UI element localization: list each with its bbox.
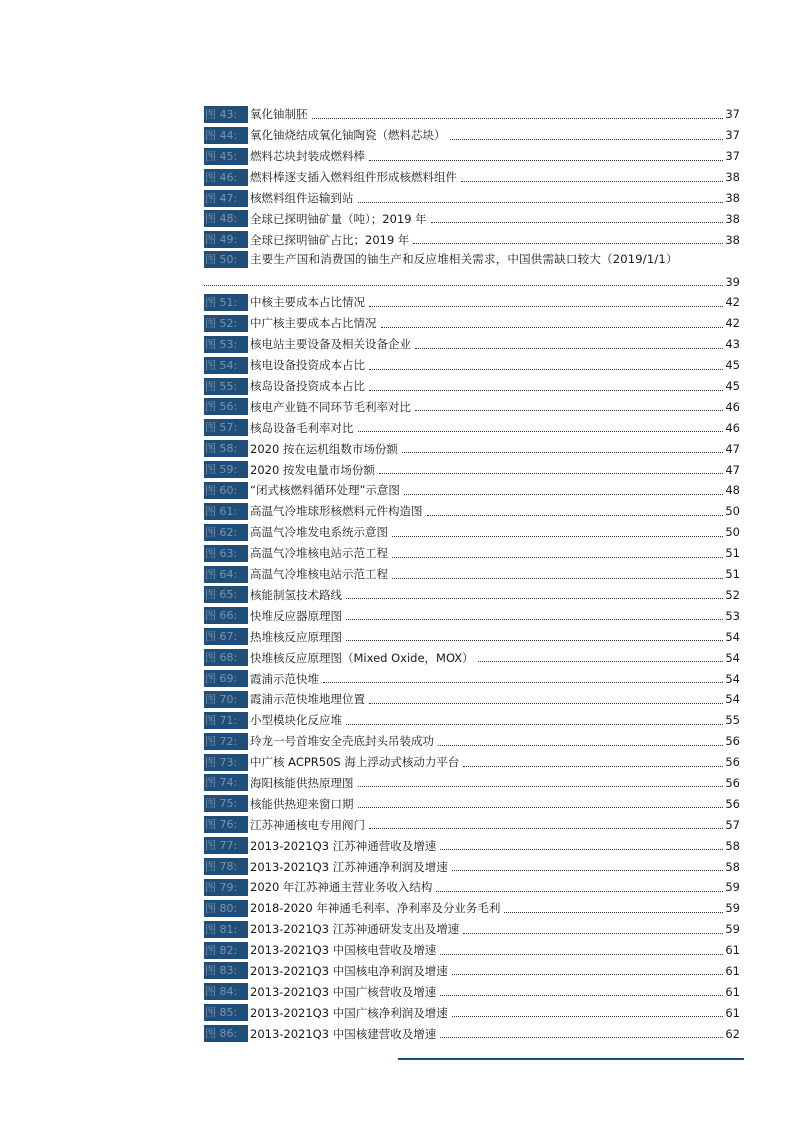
figure-title-link[interactable]: 中广核主要成本占比情况 — [250, 316, 377, 331]
figure-title-link[interactable]: 中广核 ACPR50S 海上浮动式核动力平台 — [250, 755, 460, 770]
page-number: 50 — [725, 525, 740, 540]
page-number: 59 — [725, 880, 740, 895]
figure-number-tag: 图 80: — [204, 900, 248, 917]
figure-title-link[interactable]: 海阳核能供热原理图 — [250, 775, 354, 790]
dot-leader — [369, 369, 723, 370]
dot-leader — [369, 390, 723, 391]
dot-leader — [392, 557, 723, 558]
dot-leader — [346, 598, 723, 599]
figure-title-link[interactable]: 霞浦示范快堆地理位置 — [250, 692, 365, 707]
toc-entry[interactable] — [204, 292, 740, 313]
dot-leader — [427, 515, 724, 516]
figure-number-tag: 图 71: — [204, 712, 248, 729]
toc-entry[interactable] — [204, 773, 740, 794]
dot-leader — [504, 912, 723, 913]
dot-leader — [431, 222, 724, 223]
page-number: 57 — [725, 817, 740, 832]
figure-title-link[interactable]: 高温气冷堆发电系统示意图 — [250, 525, 388, 540]
dot-leader — [346, 640, 723, 641]
dot-leader — [402, 452, 723, 453]
toc-entry[interactable] — [204, 459, 740, 480]
toc-entry[interactable] — [204, 647, 740, 668]
dot-leader — [381, 327, 724, 328]
figure-title-link[interactable]: 霞浦示范快堆 — [250, 671, 319, 686]
toc-entry[interactable] — [204, 522, 740, 543]
page-number: 54 — [725, 629, 740, 644]
dot-leader — [358, 202, 724, 203]
figure-number-tag: 图 77: — [204, 837, 248, 854]
figure-number-tag: 图 48: — [204, 210, 248, 227]
page-number: 37 — [725, 128, 740, 143]
figure-number-tag: 图 70: — [204, 691, 248, 708]
figure-number-tag: 图 45: — [204, 148, 248, 165]
toc-entry[interactable] — [204, 605, 740, 626]
figure-number-tag: 图 50: — [204, 251, 248, 268]
toc-entry[interactable] — [204, 940, 740, 961]
figure-number-tag: 图 74: — [204, 774, 248, 791]
figure-number-tag: 图 51: — [204, 294, 248, 311]
figure-number-tag: 图 58: — [204, 440, 248, 457]
toc-entry[interactable] — [204, 543, 740, 564]
toc-entry[interactable] — [204, 1002, 740, 1023]
toc-entry[interactable] — [204, 793, 740, 814]
page-number: 59 — [725, 922, 740, 937]
figure-number-tag: 图 72: — [204, 733, 248, 750]
dot-leader — [415, 410, 723, 411]
page-number: 54 — [725, 650, 740, 665]
figure-title-link[interactable]: 全球已探明铀矿占比；2019 年 — [250, 232, 410, 247]
figure-number-tag: 图 69: — [204, 670, 248, 687]
toc-entry[interactable] — [204, 626, 740, 647]
figure-number-tag: 图 53: — [204, 336, 248, 353]
dot-leader — [346, 619, 723, 620]
dot-leader — [415, 348, 723, 349]
figure-title-link[interactable]: 2013-2021Q3 中国核电营收及增速 — [250, 943, 437, 958]
figure-title-link[interactable]: 2013-2021Q3 江苏神通净利润及增速 — [250, 859, 448, 874]
toc-entry[interactable] — [204, 480, 740, 501]
figure-number-tag: 图 83: — [204, 962, 248, 979]
figure-number-tag: 图 52: — [204, 315, 248, 332]
page-number: 56 — [725, 775, 740, 790]
dot-leader — [323, 682, 723, 683]
figure-number-tag: 图 82: — [204, 942, 248, 959]
toc-entry[interactable] — [204, 585, 740, 606]
dot-leader — [369, 828, 723, 829]
figure-number-tag: 图 47: — [204, 190, 248, 207]
table-of-figures — [204, 104, 740, 1044]
page-number: 50 — [725, 504, 740, 519]
figure-number-tag: 图 60: — [204, 482, 248, 499]
page-number: 51 — [725, 567, 740, 582]
dot-leader — [440, 1037, 723, 1038]
toc-entry[interactable] — [204, 417, 740, 438]
figure-number-tag: 图 55: — [204, 378, 248, 395]
dot-leader — [463, 933, 723, 934]
toc-entry[interactable] — [204, 689, 740, 710]
page-number: 42 — [725, 295, 740, 310]
dot-leader — [369, 703, 723, 704]
dot-leader — [204, 285, 723, 286]
figure-title-link[interactable]: 2013-2021Q3 中国广核营收及增速 — [250, 984, 437, 999]
toc-entry[interactable] — [204, 856, 740, 877]
figure-title-link[interactable]: 氧化铀制胚 — [250, 107, 308, 122]
toc-entry[interactable] — [204, 438, 740, 459]
figure-title-link[interactable]: 燃料棒逐支插入燃料组件形成核燃料组件 — [250, 170, 457, 185]
figure-title-link[interactable]: 核燃料组件运输到站 — [250, 191, 354, 205]
figure-title-link[interactable]: 快堆反应器原理图 — [250, 608, 342, 623]
page-number: 58 — [725, 859, 740, 874]
page-number: 52 — [725, 587, 740, 602]
page-number: 61 — [725, 1005, 740, 1020]
figure-title-link[interactable]: 2020 按在运机组数市场份额 — [250, 441, 398, 456]
page-number: 56 — [725, 796, 740, 811]
dot-leader — [440, 995, 723, 996]
dot-leader — [436, 891, 723, 892]
figure-number-tag: 图 76: — [204, 816, 248, 833]
page-number: 42 — [725, 316, 740, 331]
figure-number-tag: 图 66: — [204, 607, 248, 624]
toc-entry[interactable] — [204, 334, 740, 355]
page-number: 61 — [725, 963, 740, 978]
dot-leader — [440, 849, 723, 850]
dot-leader — [358, 786, 724, 787]
figure-number-tag: 图 81: — [204, 921, 248, 938]
figure-title-link[interactable]: 全球已探明铀矿量（吨）；2019 年 — [250, 211, 427, 226]
page-number: 38 — [725, 170, 740, 185]
figure-title-link[interactable]: 主要生产国和消费国的铀生产和反应堆相关需求，中国供需缺口较大（2019/1/1） — [250, 252, 678, 267]
figure-number-tag: 图 85: — [204, 1004, 248, 1021]
figure-title-link[interactable]: 核电设备投资成本占比 — [250, 358, 365, 373]
dot-leader — [438, 745, 723, 746]
page-number: 56 — [725, 755, 740, 770]
page-number: 39 — [725, 274, 740, 289]
page-number: 47 — [725, 462, 740, 477]
figure-title-link[interactable]: 高温气冷堆球形核燃料元件构造图 — [250, 504, 423, 519]
dot-leader — [463, 766, 723, 767]
page-number: 45 — [725, 358, 740, 373]
dot-leader — [369, 306, 723, 307]
toc-entry[interactable] — [204, 208, 740, 229]
page-number: 47 — [725, 441, 740, 456]
dot-leader — [392, 578, 723, 579]
figure-number-tag: 图 46: — [204, 169, 248, 186]
figure-title-link[interactable]: 快堆核反应原理图（Mixed Oxide，MOX） — [250, 650, 474, 665]
page-number: 38 — [725, 191, 740, 205]
page-number: 53 — [725, 608, 740, 623]
dot-leader — [452, 870, 724, 871]
dot-leader — [452, 974, 724, 975]
toc-entry[interactable] — [204, 104, 740, 125]
figure-title-link[interactable]: 小型模块化反应堆 — [250, 713, 342, 728]
toc-entry[interactable] — [204, 564, 740, 585]
figure-number-tag: 图 75: — [204, 795, 248, 812]
figure-title-link[interactable]: 燃料芯块封装成燃料棒 — [250, 149, 365, 164]
figure-title-link[interactable]: “闭式核燃料循环处理”示意图 — [250, 483, 400, 498]
figure-title-link[interactable]: 2018-2020 年神通毛利率、净利率及分业务毛利 — [250, 901, 501, 916]
page-number: 46 — [725, 399, 740, 414]
dot-leader — [478, 661, 724, 662]
page-number: 58 — [725, 838, 740, 853]
figure-number-tag: 图 44: — [204, 127, 248, 144]
figure-number-tag: 图 79: — [204, 879, 248, 896]
figure-title-link[interactable]: 高温气冷堆核电站示范工程 — [250, 546, 388, 561]
figure-title-link[interactable]: 2013-2021Q3 江苏神通研发支出及增速 — [250, 922, 460, 937]
figure-title-link[interactable]: 氧化铀烧结成氧化铀陶瓷（燃料芯块） — [250, 128, 446, 143]
page-number: 37 — [725, 149, 740, 164]
page-number: 48 — [725, 483, 740, 498]
figure-number-tag: 图 68: — [204, 649, 248, 666]
dot-leader — [358, 431, 724, 432]
toc-entry[interactable] — [204, 146, 740, 167]
toc-entry[interactable] — [204, 731, 740, 752]
figure-number-tag: 图 63: — [204, 545, 248, 562]
figure-title-link[interactable]: 核岛设备投资成本占比 — [250, 379, 365, 394]
dot-leader — [379, 473, 723, 474]
figure-title-link[interactable]: 2013-2021Q3 中国核电净利润及增速 — [250, 963, 448, 978]
dot-leader — [346, 724, 723, 725]
toc-entry[interactable] — [204, 814, 740, 835]
page-number: 38 — [725, 232, 740, 247]
page-number: 61 — [725, 984, 740, 999]
footer-rule — [398, 1058, 744, 1060]
page-number: 37 — [725, 107, 740, 122]
figure-title-link[interactable]: 核能制氢技术路线 — [250, 587, 342, 602]
toc-entry[interactable] — [204, 229, 740, 250]
figure-number-tag: 图 59: — [204, 461, 248, 478]
toc-entry[interactable] — [204, 355, 740, 376]
figure-title-link[interactable]: 热堆核反应原理图 — [250, 629, 342, 644]
figure-number-tag: 图 64: — [204, 566, 248, 583]
toc-entry[interactable] — [204, 250, 740, 292]
figure-number-tag: 图 84: — [204, 983, 248, 1000]
figure-title-link[interactable]: 高温气冷堆核电站示范工程 — [250, 567, 388, 582]
figure-number-tag: 图 49: — [204, 231, 248, 248]
figure-number-tag: 图 86: — [204, 1025, 248, 1042]
figure-number-tag: 图 62: — [204, 524, 248, 541]
page-number: 56 — [725, 734, 740, 749]
page-number: 54 — [725, 692, 740, 707]
figure-title-link[interactable]: 2020 按发电量市场份额 — [250, 462, 375, 477]
dot-leader — [404, 494, 723, 495]
page-number: 38 — [725, 211, 740, 226]
toc-entry[interactable] — [204, 710, 740, 731]
figure-number-tag: 图 57: — [204, 419, 248, 436]
dot-leader — [413, 243, 723, 244]
figure-title-link[interactable]: 江苏神通核电专用阀门 — [250, 817, 365, 832]
figure-title-link[interactable]: 核能供热迎来窗口期 — [250, 796, 354, 811]
page-number: 54 — [725, 671, 740, 686]
page-number: 61 — [725, 943, 740, 958]
toc-entry[interactable] — [204, 167, 740, 188]
toc-entry[interactable] — [204, 919, 740, 940]
dot-leader — [312, 118, 724, 119]
dot-leader — [440, 954, 723, 955]
toc-entry[interactable] — [204, 1023, 740, 1044]
dot-leader — [392, 536, 723, 537]
toc-entry[interactable] — [204, 877, 740, 898]
toc-entry[interactable] — [204, 898, 740, 919]
page-number: 62 — [725, 1026, 740, 1041]
figure-number-tag: 图 65: — [204, 586, 248, 603]
toc-entry[interactable] — [204, 835, 740, 856]
toc-entry[interactable] — [204, 313, 740, 334]
toc-entry[interactable] — [204, 668, 740, 689]
figure-title-link[interactable]: 核电站主要设备及相关设备企业 — [250, 337, 411, 352]
figure-title-link[interactable]: 核电产业链不同环节毛利率对比 — [250, 399, 411, 414]
figure-title-link[interactable]: 中核主要成本占比情况 — [250, 295, 365, 310]
dot-leader — [358, 807, 724, 808]
toc-entry[interactable] — [204, 961, 740, 982]
toc-entry[interactable] — [204, 396, 740, 417]
toc-entry[interactable] — [204, 125, 740, 146]
page-number: 51 — [725, 546, 740, 561]
page-number: 45 — [725, 379, 740, 394]
page-number: 55 — [725, 713, 740, 728]
figure-title-link[interactable]: 2013-2021Q3 中国核建营收及增速 — [250, 1026, 437, 1041]
toc-entry[interactable] — [204, 981, 740, 1002]
figure-number-tag: 图 78: — [204, 858, 248, 875]
figure-title-link[interactable]: 核岛设备毛利率对比 — [250, 420, 354, 435]
figure-number-tag: 图 73: — [204, 754, 248, 771]
figure-title-link[interactable]: 2013-2021Q3 江苏神通营收及增速 — [250, 838, 437, 853]
dot-leader — [369, 160, 723, 161]
page-number: 43 — [725, 337, 740, 352]
figure-title-link[interactable]: 2013-2021Q3 中国广核净利润及增速 — [250, 1005, 448, 1020]
figure-title-link[interactable]: 2020 年江苏神通主营业务收入结构 — [250, 880, 433, 895]
figure-title-link[interactable]: 玲龙一号首堆安全壳底封头吊装成功 — [250, 734, 434, 749]
dot-leader — [461, 181, 723, 182]
page-number: 59 — [725, 901, 740, 916]
dot-leader — [450, 139, 724, 140]
figure-number-tag: 图 67: — [204, 628, 248, 645]
figure-number-tag: 图 43: — [204, 106, 248, 123]
dot-leader — [452, 1016, 724, 1017]
figure-number-tag: 图 56: — [204, 398, 248, 415]
toc-entry[interactable] — [204, 752, 740, 773]
toc-entry[interactable] — [204, 188, 740, 209]
page-number: 46 — [725, 420, 740, 435]
figure-number-tag: 图 54: — [204, 357, 248, 374]
figure-number-tag: 图 61: — [204, 503, 248, 520]
toc-entry[interactable] — [204, 501, 740, 522]
toc-entry[interactable] — [204, 376, 740, 397]
